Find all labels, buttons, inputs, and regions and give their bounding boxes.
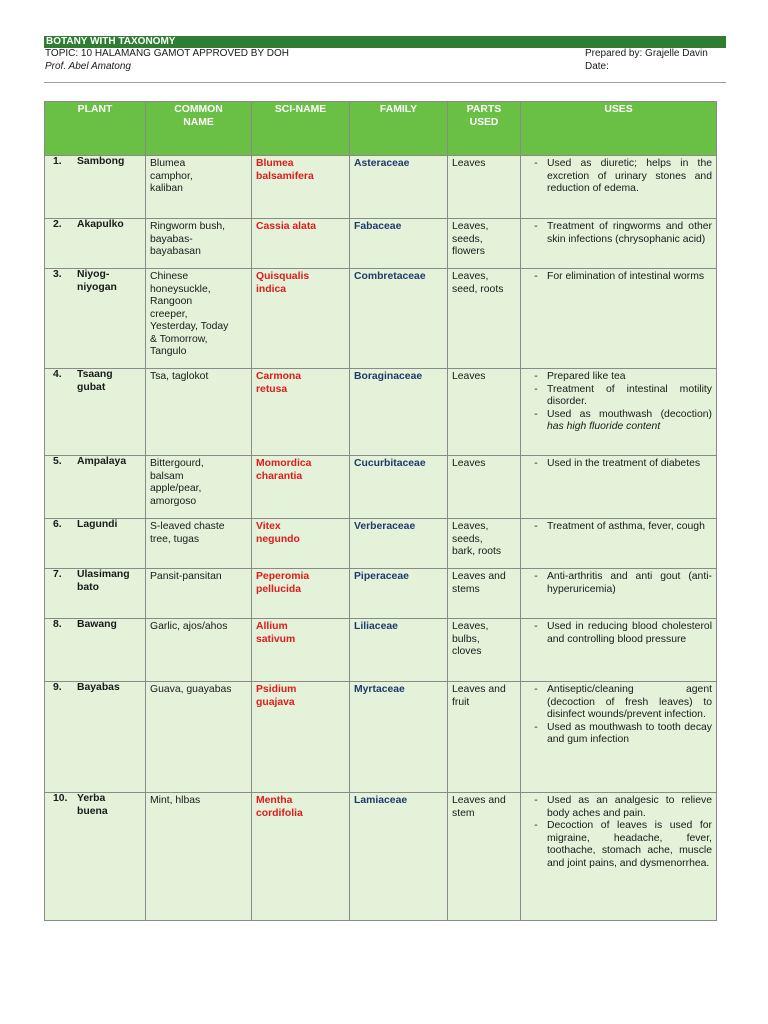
plant-cell (45, 369, 146, 456)
prepared-by-line: Prepared by: Grajelle Davin (585, 48, 708, 59)
use-text-main: Used in reducing blood cholesterol and controlling blood pressure (547, 621, 712, 645)
common-name-cell (146, 219, 252, 269)
bullet-dash: - (534, 271, 538, 282)
family-name-cell (350, 519, 448, 569)
table-row (45, 519, 717, 569)
bullet-dash: - (534, 158, 538, 169)
use-item (525, 221, 712, 246)
scientific-name-cell (252, 619, 350, 682)
parts-used-cell (448, 569, 521, 619)
common-name-cell (146, 793, 252, 921)
uses-cell (521, 619, 717, 682)
parts-used-cell (448, 369, 521, 456)
use-item (525, 458, 712, 471)
plant-cell (45, 219, 146, 269)
scientific-name-cell (252, 519, 350, 569)
use-item (525, 722, 712, 747)
use-item (525, 621, 712, 646)
family-name-cell (350, 369, 448, 456)
use-text (547, 521, 712, 534)
topic-line: TOPIC: 10 HALAMANG GAMOT APPROVED BY DOH (45, 48, 289, 59)
family-name-cell (350, 219, 448, 269)
use-text-main: Treatment of asthma, fever, cough (547, 521, 705, 532)
bullet-dash: - (534, 684, 538, 695)
use-text-main: Used in the treatment of diabetes (547, 458, 701, 469)
scientific-name-cell (252, 219, 350, 269)
column-header-common-name: COMMON NAME (146, 102, 252, 156)
scientific-name-cell (252, 793, 350, 921)
family-name-cell (350, 793, 448, 921)
use-text (547, 795, 712, 820)
parts-used-cell (448, 519, 521, 569)
use-text (547, 409, 712, 434)
row-number: 1. (53, 156, 62, 167)
family-name: Lamiaceae (354, 795, 408, 806)
parts-used: Leaves, bulbs, cloves (452, 621, 489, 657)
header-divider (44, 82, 726, 83)
scientific-name: Carmona retusa (256, 371, 302, 395)
row-number: 9. (53, 682, 62, 693)
column-header-family: FAMILY (350, 102, 448, 156)
plant-name: Ulasimang bato (77, 569, 130, 593)
row-number: 10. (53, 793, 68, 804)
family-name: Myrtaceae (354, 684, 405, 695)
scientific-name: Cassia alata (256, 221, 317, 232)
scientific-name-cell (252, 369, 350, 456)
bullet-dash: - (534, 521, 538, 532)
family-name: Asteraceae (354, 158, 410, 169)
row-number: 2. (53, 219, 62, 230)
use-item (525, 384, 712, 409)
column-header-uses: USES (521, 102, 717, 156)
uses-cell (521, 519, 717, 569)
use-item (525, 371, 712, 384)
row-number: 7. (53, 569, 62, 580)
plant-cell (45, 793, 146, 921)
scientific-name: Psidium guajava (256, 684, 297, 708)
use-item (525, 571, 712, 596)
row-number: 8. (53, 619, 62, 630)
medicinal-plants-table (44, 101, 717, 921)
use-text-main: Antiseptic/cleaning agent (decoction of fresh leaves) to disinfect wounds/prevent infection. (547, 684, 712, 720)
use-text-main: Treatment of intestinal motility disorder. (547, 383, 712, 407)
use-text-main: Used as mouthwash (decoction) (547, 408, 712, 420)
parts-used-cell (448, 269, 521, 369)
row-number: 4. (53, 369, 62, 380)
parts-used-cell (448, 219, 521, 269)
plant-cell (45, 156, 146, 219)
use-text-main: Prepared like tea (547, 371, 626, 382)
uses-cell (521, 219, 717, 269)
scientific-name: Quisqualis indica (256, 271, 310, 295)
family-name: Combretaceae (354, 271, 426, 282)
bullet-dash: - (534, 571, 538, 582)
use-text-main: Decoction of leaves is used for migraine, headache, fever, toothache, stomach ache, muscle and joint pains, and dysmenorrhea. (547, 820, 712, 869)
family-name: Fabaceae (354, 221, 402, 232)
scientific-name: Momordica charantia (256, 458, 312, 482)
column-header-plant: PLANT (45, 102, 146, 156)
use-text-main: Used as mouthwash to tooth decay and gum infection (547, 721, 712, 745)
table-row (45, 682, 717, 793)
plant-name: Bawang (77, 619, 117, 630)
bullet-dash: - (534, 408, 538, 420)
plant-name: Lagundi (77, 519, 118, 530)
parts-used: Leaves and fruit (452, 684, 506, 708)
uses-cell (521, 156, 717, 219)
use-text (547, 458, 712, 471)
use-text-main: For elimination of intestinal worms (547, 271, 705, 282)
family-name: Liliaceae (354, 621, 398, 632)
common-name-cell (146, 156, 252, 219)
use-text (547, 371, 712, 384)
parts-used-cell (448, 682, 521, 793)
scientific-name-cell (252, 156, 350, 219)
family-name-cell (350, 269, 448, 369)
plant-name: Sambong (77, 156, 125, 167)
bullet-dash: - (534, 721, 538, 733)
plant-name: Niyog- niyogan (77, 269, 117, 293)
bullet-dash: - (534, 383, 538, 395)
scientific-name: Mentha cordifolia (256, 795, 303, 819)
use-item (525, 684, 712, 722)
course-banner: BOTANY WITH TAXONOMY (44, 36, 726, 48)
row-number: 3. (53, 269, 62, 280)
use-text (547, 158, 712, 196)
table-row (45, 619, 717, 682)
plant-name: Ampalaya (77, 456, 127, 467)
table-row (45, 793, 717, 921)
plant-name: Yerba buena (77, 793, 108, 817)
plant-cell (45, 456, 146, 519)
parts-used: Leaves, seed, roots (452, 271, 504, 295)
use-text (547, 684, 712, 722)
column-header-sci-name: SCI-NAME (252, 102, 350, 156)
use-text (547, 571, 712, 596)
use-text-main: Anti-arthritis and anti gout (anti-hyperuricemia) (547, 571, 712, 595)
plant-cell (45, 682, 146, 793)
family-name-cell (350, 682, 448, 793)
use-text (547, 820, 712, 870)
uses-cell (521, 456, 717, 519)
plant-name: Tsaang gubat (77, 369, 113, 393)
common-name-cell (146, 619, 252, 682)
bullet-dash: - (534, 795, 538, 806)
table-row (45, 156, 717, 219)
uses-cell (521, 682, 717, 793)
plant-cell (45, 519, 146, 569)
plant-name: Akapulko (77, 219, 124, 230)
uses-cell (521, 369, 717, 456)
table-row (45, 369, 717, 456)
column-header-parts-used: PARTS USED (448, 102, 521, 156)
common-name: Mint, hlbas (150, 795, 201, 806)
scientific-name-cell (252, 456, 350, 519)
parts-used-cell (448, 619, 521, 682)
common-name: Guava, guayabas (150, 684, 232, 695)
common-name: Bittergourd, balsam apple/pear, amorgoso (150, 458, 204, 507)
use-text-emphasis: has high fluoride content (547, 421, 661, 432)
family-name: Verberaceae (354, 521, 416, 532)
table-row (45, 456, 717, 519)
parts-used: Leaves, seeds, bark, roots (452, 521, 502, 557)
uses-cell (521, 793, 717, 921)
row-number: 6. (53, 519, 62, 530)
family-name-cell (350, 456, 448, 519)
use-text (547, 221, 712, 246)
parts-used: Leaves (452, 371, 486, 382)
family-name: Piperaceae (354, 571, 409, 582)
common-name-cell (146, 456, 252, 519)
use-item (525, 521, 712, 534)
uses-cell (521, 269, 717, 369)
common-name: Garlic, ajos/ahos (150, 621, 228, 632)
use-text-main: Treatment of ringworms and other skin infections (chrysophanic acid) (547, 221, 712, 245)
common-name-cell (146, 519, 252, 569)
family-name-cell (350, 569, 448, 619)
parts-used-cell (448, 793, 521, 921)
plant-name: Bayabas (77, 682, 120, 693)
bullet-dash: - (534, 371, 538, 382)
bullet-dash: - (534, 820, 538, 831)
common-name-cell (146, 269, 252, 369)
parts-used: Leaves, seeds, flowers (452, 221, 489, 257)
scientific-name: Vitex negundo (256, 521, 300, 545)
scientific-name: Peperomia pellucida (256, 571, 310, 595)
use-text (547, 722, 712, 747)
scientific-name: Allium sativum (256, 621, 296, 645)
family-name-cell (350, 156, 448, 219)
professor-line: Prof. Abel Amatong (45, 61, 131, 72)
table-row (45, 219, 717, 269)
common-name: Pansit-pansitan (150, 571, 222, 582)
bullet-dash: - (534, 621, 538, 632)
use-text-main: Used as an analgesic to relieve body aches and pain. (547, 795, 712, 819)
parts-used-cell (448, 156, 521, 219)
family-name-cell (350, 619, 448, 682)
common-name: Ringworm bush, bayabas- bayabasan (150, 221, 226, 257)
parts-used: Leaves and stems (452, 571, 506, 595)
table-header-row (45, 102, 717, 156)
use-text (547, 621, 712, 646)
table-row (45, 569, 717, 619)
date-line: Date: (585, 61, 609, 72)
plant-cell (45, 569, 146, 619)
use-item (525, 795, 712, 820)
common-name: Chinese honeysuckle, Rangoon creeper, Yesterday, Today & Tomorrow, Tangulo (150, 271, 229, 357)
use-item (525, 820, 712, 870)
bullet-dash: - (534, 458, 538, 469)
table-row (45, 269, 717, 369)
scientific-name: Blumea balsamifera (256, 158, 314, 182)
use-text-main: Used as diuretic; helps in the excretion of urinary stones and reduction of edema. (547, 158, 712, 194)
scientific-name-cell (252, 682, 350, 793)
family-name: Cucurbitaceae (354, 458, 426, 469)
common-name-cell (146, 569, 252, 619)
uses-cell (521, 569, 717, 619)
use-text (547, 271, 712, 284)
plant-cell (45, 619, 146, 682)
common-name: S-leaved chaste tree, tugas (150, 521, 225, 545)
use-item (525, 158, 712, 196)
bullet-dash: - (534, 221, 538, 232)
common-name-cell (146, 682, 252, 793)
common-name: Tsa, taglokot (150, 371, 209, 382)
use-text (547, 384, 712, 409)
common-name: Blumea camphor, kaliban (150, 158, 193, 194)
parts-used: Leaves and stem (452, 795, 506, 819)
use-item (525, 271, 712, 284)
parts-used: Leaves (452, 458, 486, 469)
plant-cell (45, 269, 146, 369)
scientific-name-cell (252, 269, 350, 369)
use-item (525, 409, 712, 434)
family-name: Boraginaceae (354, 371, 423, 382)
common-name-cell (146, 369, 252, 456)
parts-used-cell (448, 456, 521, 519)
scientific-name-cell (252, 569, 350, 619)
row-number: 5. (53, 456, 62, 467)
parts-used: Leaves (452, 158, 486, 169)
